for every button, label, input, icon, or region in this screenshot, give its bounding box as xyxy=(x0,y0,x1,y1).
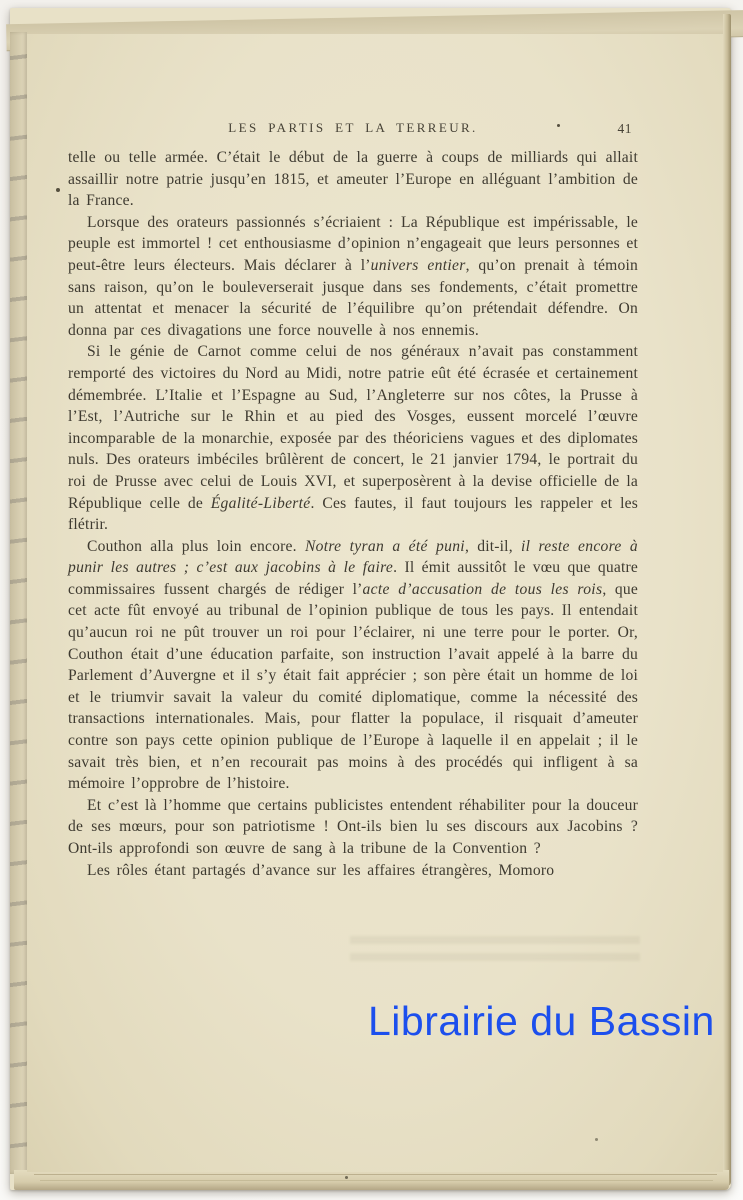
italic-text-run: acte d’accusation de tous les rois xyxy=(362,580,603,598)
text-run: Les rôles étant partagés d’avance sur les affaires étrangères, Momoro xyxy=(87,861,555,879)
ink-showthrough xyxy=(350,936,640,970)
paper-speck xyxy=(345,1176,348,1179)
text-run: telle ou telle armée. C’était le début de la guerre à coups de milliards qui allait assaillir notre patrie jusqu’en 1815, et ameuter l’Europe en alléguant l’ambition de la France. xyxy=(68,149,638,210)
text-run: . Ces fautes, il faut toujours les rappeler et les flétrir. xyxy=(68,494,638,534)
running-head xyxy=(68,120,638,140)
paragraph xyxy=(68,536,638,795)
italic-text-run: univers entier xyxy=(370,256,466,274)
italic-text-run: Notre tyran a été puni xyxy=(304,537,465,555)
text-run: , qu’on prenait à témoin sans raison, qu’on le bouleverserait jusque dans ses fondements, c’était promettre un attentat et menacer la sécurité de l’équilibre qu’on prétendait défendre. On donna par ces divagations une force nouvelle à nos ennemis. xyxy=(68,256,639,339)
paragraph xyxy=(68,147,638,212)
text-run: , que cet acte fût envoyé au tribunal de l’opinion publique de tous les pays. Il entendait qu’aucun roi ne pût trouver un roi pour l’éclairer, ni une terre pour le porter. Or, Couthon était d’une éducation parfaite, son instruction l’avait appelé à la barre du Parlement d’Auvergne et il s’y était fait apprécier ; son père était un homme de loi et le triumvir savait la valeur du comité diplomatique, comme la nécessité des transactions internationales. Mais, pour flatter la populace, il risquait d’ameuter contre son pays cette opinion publique de l’Europe à laquelle il en appelait ; il le savait très bien, et n’en recourait pas moins à des procédés qui infligent à sa mémoire l’opprobre de l’histoire. xyxy=(68,580,638,793)
paper-speck xyxy=(595,1138,598,1141)
paragraph xyxy=(68,212,638,342)
italic-text-run: Égalité-Liberté xyxy=(210,494,311,512)
paper-speck xyxy=(557,124,560,127)
italic-text-run: il reste encore à punir les autres ; c’est aux jacobins à le faire xyxy=(68,537,639,577)
text-run: Lorsque des orateurs passionnés s’écriaient : La République est impérissable, le peuple est immortel ! cet enthousiasme d’opinion n’engageait que leurs personnes et peut-être leurs électeurs. Mais déclarer à l’ xyxy=(68,213,638,274)
bottom-crease-line-faint xyxy=(40,1180,713,1181)
text-run: Et c’est là l’homme que certains publicistes entendent réhabiliter pour la douceur de ses mœurs, pour son patriotisme ! Ont-ils bien lu ses discours aux Jacobins ? Ont-ils approfondi son œuvre de sang à la tribune de la Convention ? xyxy=(68,796,638,857)
chapter-title: LES PARTIS ET LA TERREUR. xyxy=(228,120,478,135)
text-run: . Il émit aussitôt le vœu que quatre commissaires fussent chargés de rédiger l’ xyxy=(68,559,639,598)
text-run: Si le génie de Carnot comme celui de nos généraux n’avait pas constamment remporté des victoires du Nord au Midi, notre patrie eût été écrasée et certainement démembrée. L’Italie et l’Espagne au Sud, l’Angleterre sur nos côtes, la Prusse à l’Est, l’Autriche sur le Rhin et au pied des Vosges, eussent morcelé l’œuvre incomparable de la monarchie, exposée par des théoriciens vagues et des diplomates nuls. Des orateurs imbéciles brûlèrent de concert, le 21 janvier 1794, le portrait du roi de Prusse avec celui de Louis XVI, et superposèrent à la devise officielle de la République celle de xyxy=(68,343,638,512)
paper-speck xyxy=(56,188,60,192)
page-block-left-edges xyxy=(10,32,27,1174)
paragraph xyxy=(68,860,638,882)
bottom-crease-line xyxy=(34,1174,717,1175)
page-number: 41 xyxy=(617,121,632,136)
text-run: , dit-il, xyxy=(464,537,521,555)
text-run: Couthon alla plus loin encore. xyxy=(87,537,305,555)
bookseller-watermark: Librairie du Bassin xyxy=(368,998,715,1044)
paragraph xyxy=(68,795,638,860)
page-body xyxy=(68,147,638,881)
page-right-edge xyxy=(723,14,731,1186)
paragraph xyxy=(68,341,638,535)
